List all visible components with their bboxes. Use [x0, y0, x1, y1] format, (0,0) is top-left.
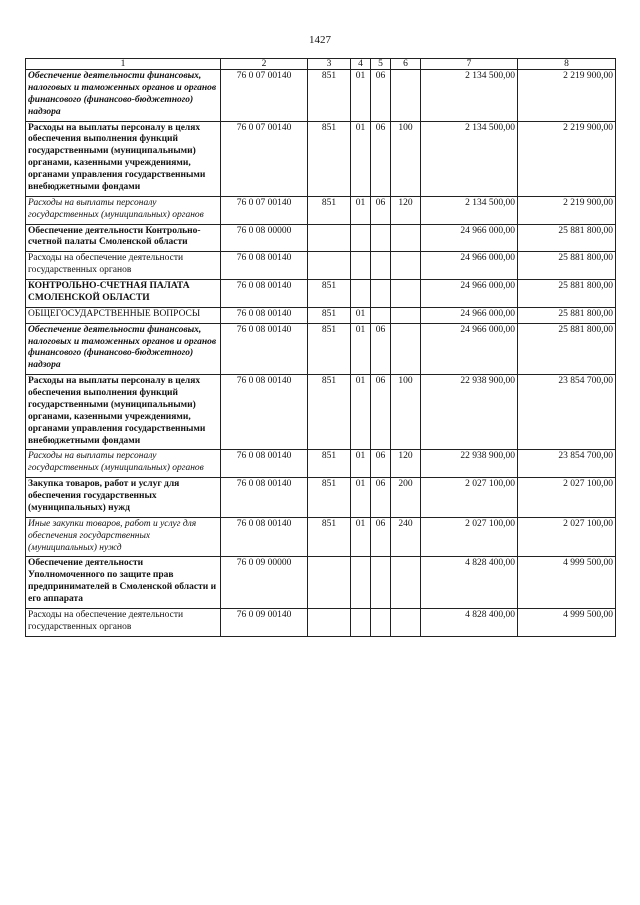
grbs-code [308, 608, 351, 636]
row-name: Расходы на выплаты персоналу в целях обеспечения выполнения функций государственными (муниципальными) органами, казенными учреждениями, органами управления государственными внебюджетными фондами [26, 375, 221, 450]
section-code: 01 [351, 375, 371, 450]
row-name: Обеспечение деятельности финансовых, налоговых и таможенных органов и органов финансового (финансово-бюджетного) надзора [26, 323, 221, 375]
subsection-code: 06 [371, 70, 391, 122]
grbs-code: 851 [308, 121, 351, 196]
column-header: 7 [421, 59, 518, 70]
column-header: 1 [26, 59, 221, 70]
section-code [351, 224, 371, 252]
expense-type-code [391, 307, 421, 323]
target-code: 76 0 08 00140 [221, 307, 308, 323]
subsection-code: 06 [371, 196, 391, 224]
amount-year-2: 2 219 900,00 [518, 70, 616, 122]
row-name: Закупка товаров, работ и услуг для обеспечения государственных (муниципальных) нужд [26, 478, 221, 518]
amount-year-2: 25 881 800,00 [518, 323, 616, 375]
amount-year-2: 25 881 800,00 [518, 307, 616, 323]
section-code [351, 280, 371, 308]
row-name: Расходы на обеспечение деятельности государственных органов [26, 608, 221, 636]
grbs-code [308, 224, 351, 252]
section-code: 01 [351, 121, 371, 196]
subsection-code: 06 [371, 478, 391, 518]
row-name: Обеспечение деятельности финансовых, налоговых и таможенных органов и органов финансового (финансово-бюджетного) надзора [26, 70, 221, 122]
section-code: 01 [351, 307, 371, 323]
subsection-code [371, 252, 391, 280]
subsection-code [371, 280, 391, 308]
amount-year-1: 24 966 000,00 [421, 224, 518, 252]
amount-year-1: 4 828 400,00 [421, 557, 518, 609]
table-row [26, 517, 616, 557]
amount-year-1: 2 027 100,00 [421, 478, 518, 518]
target-code: 76 0 08 00140 [221, 450, 308, 478]
expense-type-code [391, 608, 421, 636]
expense-type-code [391, 70, 421, 122]
subsection-code: 06 [371, 450, 391, 478]
section-code: 01 [351, 70, 371, 122]
amount-year-1: 2 027 100,00 [421, 517, 518, 557]
target-code: 76 0 08 00140 [221, 280, 308, 308]
amount-year-1: 2 134 500,00 [421, 70, 518, 122]
target-code: 76 0 08 00140 [221, 252, 308, 280]
table-row [26, 323, 616, 375]
target-code: 76 0 07 00140 [221, 121, 308, 196]
column-header: 2 [221, 59, 308, 70]
subsection-code: 06 [371, 121, 391, 196]
page-number: 1427 [309, 34, 331, 46]
amount-year-2: 25 881 800,00 [518, 280, 616, 308]
row-name: Обеспечение деятельности Контрольно-счетной палаты Смоленской области [26, 224, 221, 252]
amount-year-2: 23 854 700,00 [518, 375, 616, 450]
amount-year-1: 24 966 000,00 [421, 252, 518, 280]
target-code: 76 0 08 00140 [221, 375, 308, 450]
grbs-code [308, 557, 351, 609]
row-name: Обеспечение деятельности Уполномоченного по защите прав предпринимателей в Смоленской области и его аппарата [26, 557, 221, 609]
table-row [26, 224, 616, 252]
subsection-code [371, 307, 391, 323]
table-row [26, 307, 616, 323]
subsection-code [371, 608, 391, 636]
row-name: Расходы на выплаты персоналу в целях обеспечения выполнения функций государственными (муниципальными) органами, казенными учреждениями, органами управления государственными внебюджетными фондами [26, 121, 221, 196]
target-code: 76 0 07 00140 [221, 70, 308, 122]
grbs-code: 851 [308, 70, 351, 122]
section-code [351, 252, 371, 280]
table-row [26, 450, 616, 478]
grbs-code: 851 [308, 307, 351, 323]
table-row [26, 252, 616, 280]
subsection-code: 06 [371, 375, 391, 450]
amount-year-2: 2 027 100,00 [518, 517, 616, 557]
table-row [26, 375, 616, 450]
column-header: 8 [518, 59, 616, 70]
amount-year-2: 2 219 900,00 [518, 196, 616, 224]
grbs-code [308, 252, 351, 280]
subsection-code [371, 557, 391, 609]
target-code: 76 0 09 00000 [221, 557, 308, 609]
amount-year-1: 22 938 900,00 [421, 450, 518, 478]
expense-type-code: 100 [391, 375, 421, 450]
section-code: 01 [351, 450, 371, 478]
grbs-code: 851 [308, 517, 351, 557]
section-code [351, 608, 371, 636]
section-code: 01 [351, 196, 371, 224]
column-number-row [26, 59, 616, 70]
table-row [26, 608, 616, 636]
expense-type-code: 120 [391, 196, 421, 224]
table-row [26, 280, 616, 308]
amount-year-2: 23 854 700,00 [518, 450, 616, 478]
row-name: КОНТРОЛЬНО-СЧЕТНАЯ ПАЛАТА СМОЛЕНСКОЙ ОБЛАСТИ [26, 280, 221, 308]
target-code: 76 0 09 00140 [221, 608, 308, 636]
column-header: 5 [371, 59, 391, 70]
amount-year-1: 24 966 000,00 [421, 280, 518, 308]
target-code: 76 0 08 00140 [221, 323, 308, 375]
amount-year-1: 24 966 000,00 [421, 323, 518, 375]
column-header: 4 [351, 59, 371, 70]
grbs-code: 851 [308, 375, 351, 450]
expense-type-code: 200 [391, 478, 421, 518]
grbs-code: 851 [308, 323, 351, 375]
table-row [26, 478, 616, 518]
amount-year-2: 2 219 900,00 [518, 121, 616, 196]
section-code: 01 [351, 478, 371, 518]
target-code: 76 0 08 00140 [221, 517, 308, 557]
row-name: Расходы на выплаты персоналу государственных (муниципальных) органов [26, 196, 221, 224]
column-header: 6 [391, 59, 421, 70]
amount-year-1: 2 134 500,00 [421, 121, 518, 196]
amount-year-2: 4 999 500,00 [518, 608, 616, 636]
expense-type-code: 120 [391, 450, 421, 478]
budget-table [25, 58, 616, 637]
row-name: Расходы на обеспечение деятельности государственных органов [26, 252, 221, 280]
table-row [26, 196, 616, 224]
expense-type-code [391, 557, 421, 609]
expense-type-code: 100 [391, 121, 421, 196]
subsection-code [371, 224, 391, 252]
amount-year-2: 25 881 800,00 [518, 224, 616, 252]
expense-type-code [391, 224, 421, 252]
expense-type-code: 240 [391, 517, 421, 557]
row-name: Расходы на выплаты персоналу государственных (муниципальных) органов [26, 450, 221, 478]
row-name: ОБЩЕГОСУДАРСТВЕННЫЕ ВОПРОСЫ [26, 307, 221, 323]
expense-type-code [391, 252, 421, 280]
column-header: 3 [308, 59, 351, 70]
table-row [26, 121, 616, 196]
amount-year-2: 4 999 500,00 [518, 557, 616, 609]
amount-year-2: 25 881 800,00 [518, 252, 616, 280]
amount-year-2: 2 027 100,00 [518, 478, 616, 518]
table-row [26, 557, 616, 609]
amount-year-1: 24 966 000,00 [421, 307, 518, 323]
section-code: 01 [351, 323, 371, 375]
amount-year-1: 4 828 400,00 [421, 608, 518, 636]
target-code: 76 0 08 00140 [221, 478, 308, 518]
expense-type-code [391, 280, 421, 308]
subsection-code: 06 [371, 517, 391, 557]
amount-year-1: 22 938 900,00 [421, 375, 518, 450]
section-code [351, 557, 371, 609]
target-code: 76 0 07 00140 [221, 196, 308, 224]
grbs-code: 851 [308, 280, 351, 308]
row-name: Иные закупки товаров, работ и услуг для обеспечения государственных (муниципальных) нужд [26, 517, 221, 557]
grbs-code: 851 [308, 478, 351, 518]
subsection-code: 06 [371, 323, 391, 375]
grbs-code: 851 [308, 196, 351, 224]
grbs-code: 851 [308, 450, 351, 478]
table-row [26, 70, 616, 122]
amount-year-1: 2 134 500,00 [421, 196, 518, 224]
target-code: 76 0 08 00000 [221, 224, 308, 252]
section-code: 01 [351, 517, 371, 557]
expense-type-code [391, 323, 421, 375]
